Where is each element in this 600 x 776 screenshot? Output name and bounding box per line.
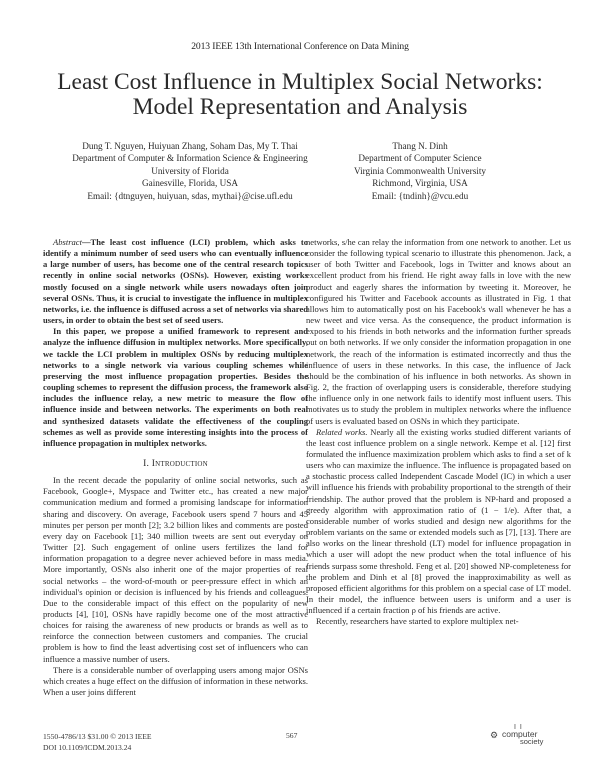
doi-line: DOI 10.1109/ICDM.2013.24: [43, 743, 132, 752]
author-location: Gainesville, Florida, USA: [142, 178, 238, 189]
intro-paragraph-2-continued: networks, s/he can relay the information from one network to another. Let us consider the following typical scenario to illustrate this phenomenon. Jack, a user of both Twitter and Facebook, logs in Twitter and knows about an excellent product from his friend. He right away falls in love with the new product and eagerly shares the information by tweeting it. Moreover, he configured his Twitter and Facebook accounts as illustrated in Fig. 1 that allows him to automatically post on his Facebook's wall whenever he has a new tweet and vice versa. As the consequence, the product information is exposed to his friends in both networks and the information further spreads out on both networks. If we only consider the information propagation in one network, the reach of the information is estimated incorrectly and thus the influence of users in these networks. In this case, the influence of Jack should be the combination of his influence in both networks. As shown in Fig. 2, the fraction of overlapping users is considerable, therefore studying the influence only in one network fails to identify most influent users. This motivates us to study the problem in multiplex networks where the influence of users is evaluated based on OSNs in which they participate.: [306, 237, 571, 426]
intro-paragraph-4: Recently, researchers have started to explore multiplex net-: [316, 616, 519, 627]
abstract-label: Abstract: [53, 237, 82, 247]
related-works-text: Nearly all the existing works studied different variants of the least cost influence problem on a single network. Kempe et al. [12] first formulated the influence maximization problem which asks to find a set of k users who can maximize the influence. The influence is propagated based on a stochastic process called Independent Cascade Model (IC) in which a user will influence his friends with probability proportional to the strength of their friendship. The author proved that the problem is NP-hard and proposed a greedy algorithm with approximation ratio of (1 − 1/e). After that, a considerable number of works studied and design new algorithms for the problem variants on the same or extended models such as [7], [13]. There are also works on the linear threshold (LT) model for influence propagation in which a user will adopt the new product when the total influence of his friends surpass some threshold. Feng et al. [20] showed NP-completeness for the problem and Dinh et al [8] proved the inapproximability as well as proposed efficient algorithms for this problem on a special case of LT model. In their model, the influence between users is uniform and a user is influenced if a certain fraction ρ of his friends are active.: [306, 426, 571, 616]
section-heading-introduction: [43, 458, 308, 469]
author-institution: University of Florida: [151, 165, 229, 176]
author-institution: Virginia Commonwealth University: [354, 165, 486, 176]
author-department: Department of Computer Science: [358, 153, 482, 164]
author-names: Dung T. Nguyen, Huiyuan Zhang, Soham Das, My T. Thai: [82, 141, 298, 151]
copyright-footer: [43, 731, 152, 753]
abstract-text-1: —The least cost influence (LCI) problem, which asks to identify a minimum number of seed users who can eventually influence a large number of users, has become one of the central research topics recently in online social networks (OSNs). However, existing works mostly focused on a single network while users nowadays often join several OSNs. Thus, it is crucial to investigate the influence in multiplex networks, i.e. the influence is diffused across a set of networks via shared users, in order to obtain the best set of seed users.: [43, 237, 308, 326]
abstract-paragraph-2: In this paper, we propose a unified framework to represent and analyze the influence diffusion in multiplex networks. More specifically, we tackle the LCI problem in multiplex OSNs by reducing multiplex networks to a single network via various coupling schemes while preserving the most influence propagation properties. Besides the coupling schemes to represent the diffusion process, the framework also includes the influence relay, a new metric to measure the flow of influence inside and between networks. The experiments on both real and synthesized datasets validate the effectiveness of the coupling schemes as well as provide some interesting insights into the process of influence propagation in multiplex networks.: [43, 326, 308, 448]
author-block-vcu: [335, 140, 505, 202]
abstract: [43, 237, 308, 449]
author-names: Thang N. Dinh: [392, 141, 448, 151]
author-email: Email: {dtnguyen, huiyuan, sdas, mythai}@cise.ufl.edu: [87, 190, 293, 201]
abstract-paragraph-1: [43, 237, 308, 326]
computer-society-logo: [490, 722, 550, 746]
paper-title: [0, 70, 600, 120]
author-location: Richmond, Virginia, USA: [372, 178, 468, 189]
logo-text-computer: computer: [502, 729, 538, 739]
right-column: [306, 237, 571, 627]
logo-text-society: society: [520, 737, 544, 746]
title-line-2: Model Representation and Analysis: [132, 94, 468, 120]
left-column: [43, 237, 308, 698]
conference-header: 2013 IEEE 13th International Conference on Data Mining: [191, 41, 409, 52]
section-number: I.: [143, 457, 150, 469]
logo-mark-bars: I I: [514, 724, 523, 731]
author-block-uf: [40, 140, 340, 202]
related-works-paragraph: [306, 427, 571, 617]
intro-paragraph-2-start: There is a considerable number of overlapping users among major OSNs which creates a huge effect on the diffusion of information in these networks. When a user joins different: [43, 664, 308, 698]
author-email: Email: {tndinh}@vcu.edu: [371, 190, 469, 201]
related-works-label: Related works.: [316, 426, 368, 437]
author-department: Department of Computer & Information Science & Engineering: [72, 153, 308, 164]
gear-icon: ⚙: [490, 730, 499, 740]
page-number: 567: [286, 731, 298, 740]
title-line-1: Least Cost Influence in Multiplex Social Networks:: [57, 69, 543, 95]
issn-line: 1550-4786/13 $31.00 © 2013 IEEE: [43, 732, 152, 741]
section-title: Introduction: [151, 457, 208, 469]
intro-paragraph-1: In the recent decade the popularity of online social networks, such as Facebook, Google+, Myspace and Twitter etc., has created a new major communication medium and formed a promising landscape for information sharing and discovery. On average, Facebook users spend 7 hours and 45 minutes per person per month [2]; 3.2 billion likes and comments are posted every day on Facebook [1]; 340 million tweets are sent out everyday on Twitter [2]. Such engagement of online users fertilizes the land for information propagation to a degree never achieved before in mass media. More importantly, OSNs also inherit one of the major properties of real social networks – the word-of-mouth or peer-pressure effect in which an individual's opinion or decision is influenced by his friends and colleagues. Due to the considerable impact of this effect on the popularity of new products [4], [10], OSNs have rapidly become one of the most attractive choices for raising the awareness of new products or brands as well as to reinforce the connection between customers and companies. The crucial problem is how to find the least advertising cost set of influencers who can influence a massive number of users.: [43, 475, 308, 664]
